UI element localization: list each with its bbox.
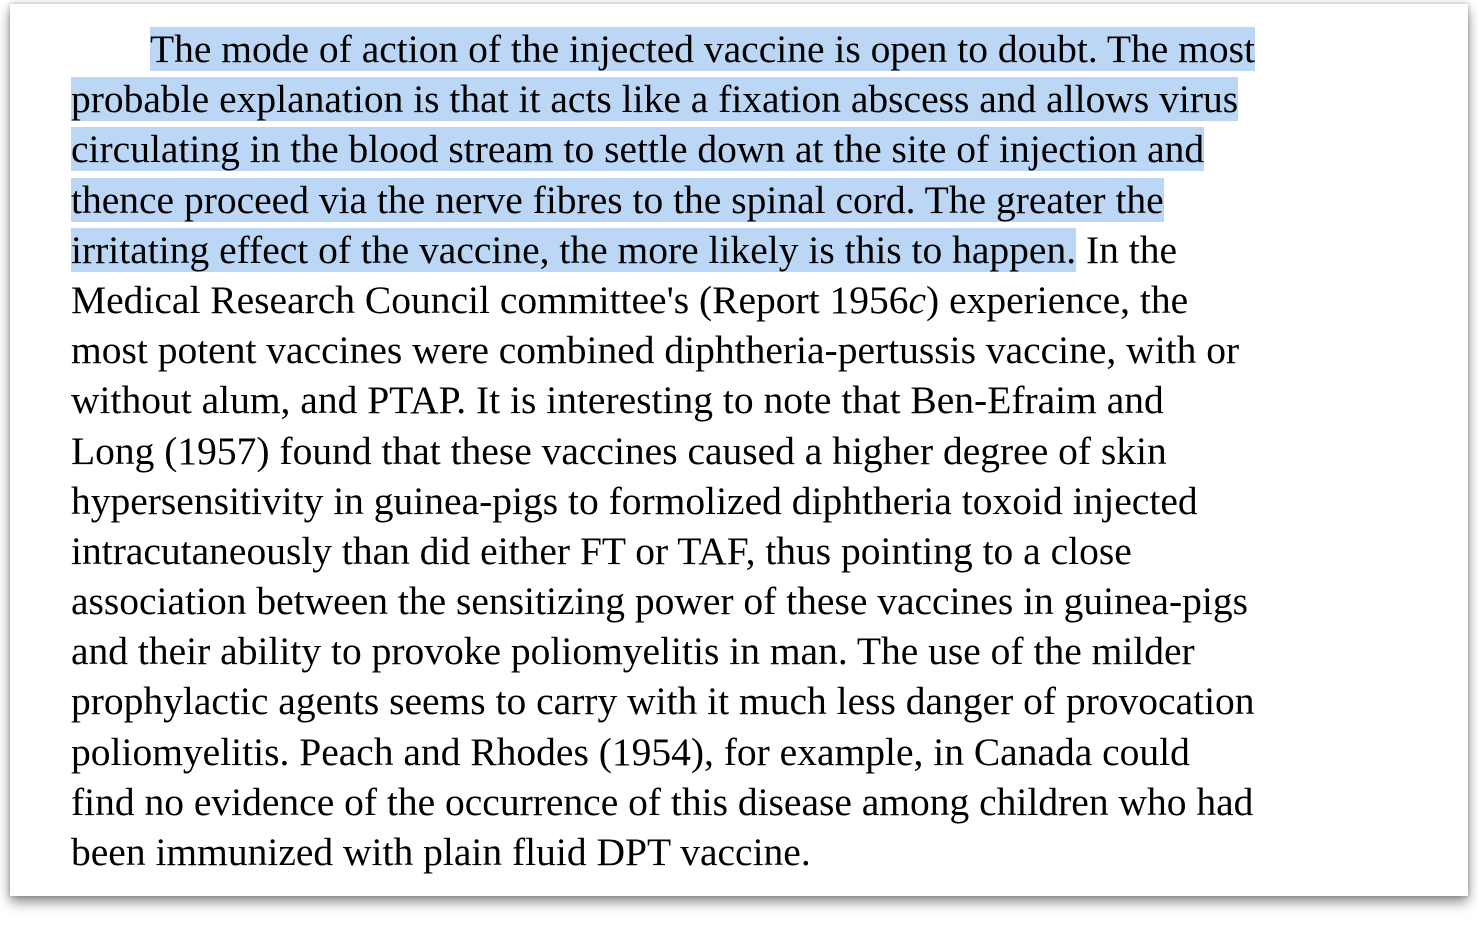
- unselected-text[interactable]: been immunized with plain fluid DPT vaccine.: [71, 830, 811, 874]
- text-line-16[interactable]: [71, 777, 1401, 827]
- text-line-1[interactable]: [71, 24, 1401, 74]
- unselected-text[interactable]: most potent vaccines were combined diphtheria-pertussis vaccine, with or: [71, 328, 1240, 373]
- text-line-11[interactable]: [71, 526, 1401, 576]
- unselected-text[interactable]: prophylactic agents seems to carry with it much less danger of provocation: [71, 679, 1255, 724]
- selected-text[interactable]: The mode of action of the injected vaccine is open to doubt. The most: [150, 27, 1255, 71]
- unselected-text[interactable]: hypersensitivity in guinea-pigs to formolized diphtheria toxoid injected: [71, 478, 1198, 523]
- unselected-text[interactable]: Long (1957) found that these vaccines caused a higher degree of skin: [71, 428, 1167, 473]
- unselected-text[interactable]: association between the sensitizing power of these vaccines in guinea-pigs: [71, 579, 1248, 624]
- text-line-17[interactable]: [71, 827, 1401, 877]
- unselected-text[interactable]: find no evidence of the occurrence of this disease among children who had: [71, 779, 1254, 824]
- selected-text[interactable]: probable explanation is that it acts like a fixation abscess and allows virus: [71, 77, 1239, 122]
- text-line-6[interactable]: [71, 275, 1401, 325]
- text-line-10[interactable]: [71, 476, 1401, 526]
- unselected-text[interactable]: poliomyelitis. Peach and Rhodes (1954), for example, in Canada could: [71, 729, 1190, 774]
- selected-text[interactable]: thence proceed via the nerve fibres to the spinal cord. The greater the: [71, 177, 1164, 222]
- italic-letter[interactable]: c: [908, 277, 927, 322]
- text-line-2[interactable]: [71, 74, 1401, 124]
- unselected-text[interactable]: ) experience, the: [926, 277, 1189, 322]
- text-line-7[interactable]: [71, 325, 1401, 375]
- selected-text[interactable]: irritating effect of the vaccine, the more likely is this to happen.: [71, 227, 1077, 272]
- unselected-text[interactable]: intracutaneously than did either FT or TAF, thus pointing to a close: [71, 528, 1132, 573]
- unselected-text[interactable]: Medical Research Council committee's (Report 1956: [71, 277, 909, 322]
- unselected-text[interactable]: In the: [1076, 227, 1178, 272]
- text-line-8[interactable]: [71, 375, 1401, 425]
- text-line-14[interactable]: [71, 676, 1401, 726]
- text-line-3[interactable]: [71, 124, 1401, 174]
- text-line-12[interactable]: [71, 576, 1401, 626]
- unselected-text[interactable]: without alum, and PTAP. It is interesting to note that Ben-Efraim and: [71, 378, 1164, 423]
- selected-text[interactable]: circulating in the blood stream to settle down at the site of injection and: [71, 127, 1205, 172]
- unselected-text[interactable]: and their ability to provoke poliomyelitis in man. The use of the milder: [71, 629, 1195, 674]
- paragraph[interactable]: [71, 24, 1401, 877]
- text-line-15[interactable]: [71, 727, 1401, 777]
- text-line-4[interactable]: [71, 175, 1401, 225]
- text-line-5[interactable]: [71, 225, 1401, 275]
- document-page: [10, 4, 1468, 896]
- text-line-9[interactable]: [71, 426, 1401, 476]
- text-line-13[interactable]: [71, 626, 1401, 676]
